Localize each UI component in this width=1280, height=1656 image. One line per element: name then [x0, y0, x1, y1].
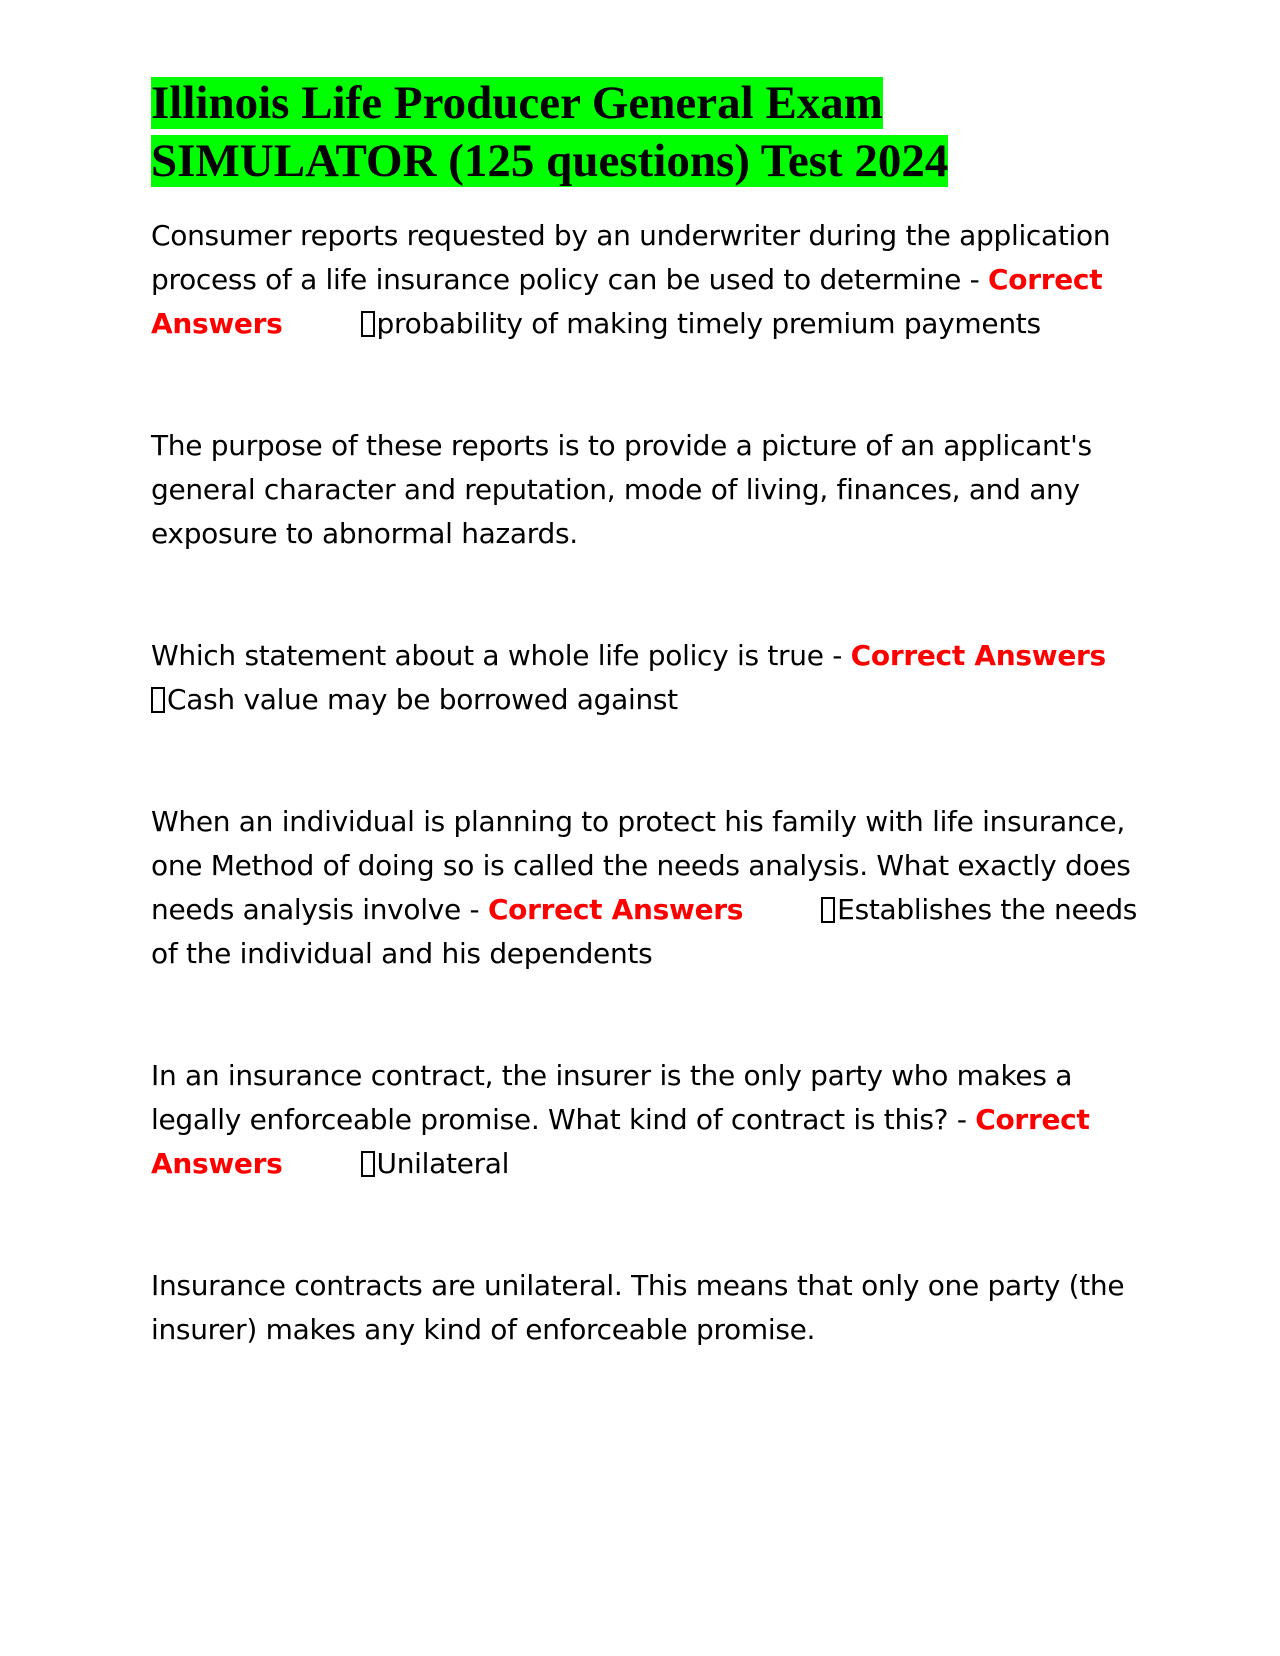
- question-text: In an insurance contract, the insurer is the only party who makes a legally enforceable promise. What kind of contract is this? -: [151, 1059, 1073, 1136]
- correct-answers-label: Correct Answers: [151, 1103, 1090, 1180]
- missing-glyph-box-icon: [361, 1151, 375, 1177]
- missing-glyph-box-icon: [821, 897, 835, 923]
- correct-answers-label: Correct Answers: [850, 639, 1106, 672]
- document-title: [151, 74, 1141, 190]
- question-text: When an individual is planning to protect his family with life insurance, one Method of doing so is called the needs analysis. What exactly does needs analysis involve -: [151, 805, 1131, 926]
- qa-item-4: [151, 1054, 1141, 1186]
- correct-answers-label: Correct Answers: [487, 893, 744, 926]
- answer-text: Unilateral: [376, 1147, 510, 1180]
- missing-glyph-box-icon: [361, 311, 375, 337]
- answer-text: probability of making timely premium payments: [376, 307, 1041, 340]
- question-text: Consumer reports requested by an underwriter during the application process of a life insurance policy can be used to determine -: [151, 219, 1111, 296]
- missing-glyph-box-icon: [151, 687, 165, 713]
- document-page: [151, 74, 1141, 1352]
- qa-item-1: [151, 214, 1141, 346]
- title-line-1: Illinois Life Producer General Exam: [151, 77, 883, 129]
- explanation-2: Insurance contracts are unilateral. This means that only one party (the insurer) makes any kind of enforceable promise.: [151, 1269, 1125, 1346]
- answer-text: Cash value may be borrowed against: [167, 683, 678, 716]
- qa-item-2: [151, 634, 1141, 722]
- correct-answers-label: Correct Answers: [151, 263, 1103, 340]
- answer-text: Establishes the needs of the individual and his dependents: [151, 893, 1138, 970]
- title-line-2: SIMULATOR (125 questions) Test 2024: [151, 135, 949, 187]
- question-text: Which statement about a whole life policy is true -: [151, 639, 851, 672]
- explanation-1: The purpose of these reports is to provide a picture of an applicant's general character and reputation, mode of living, finances, and any exposure to abnormal hazards.: [151, 429, 1092, 550]
- qa-item-3: [151, 800, 1141, 976]
